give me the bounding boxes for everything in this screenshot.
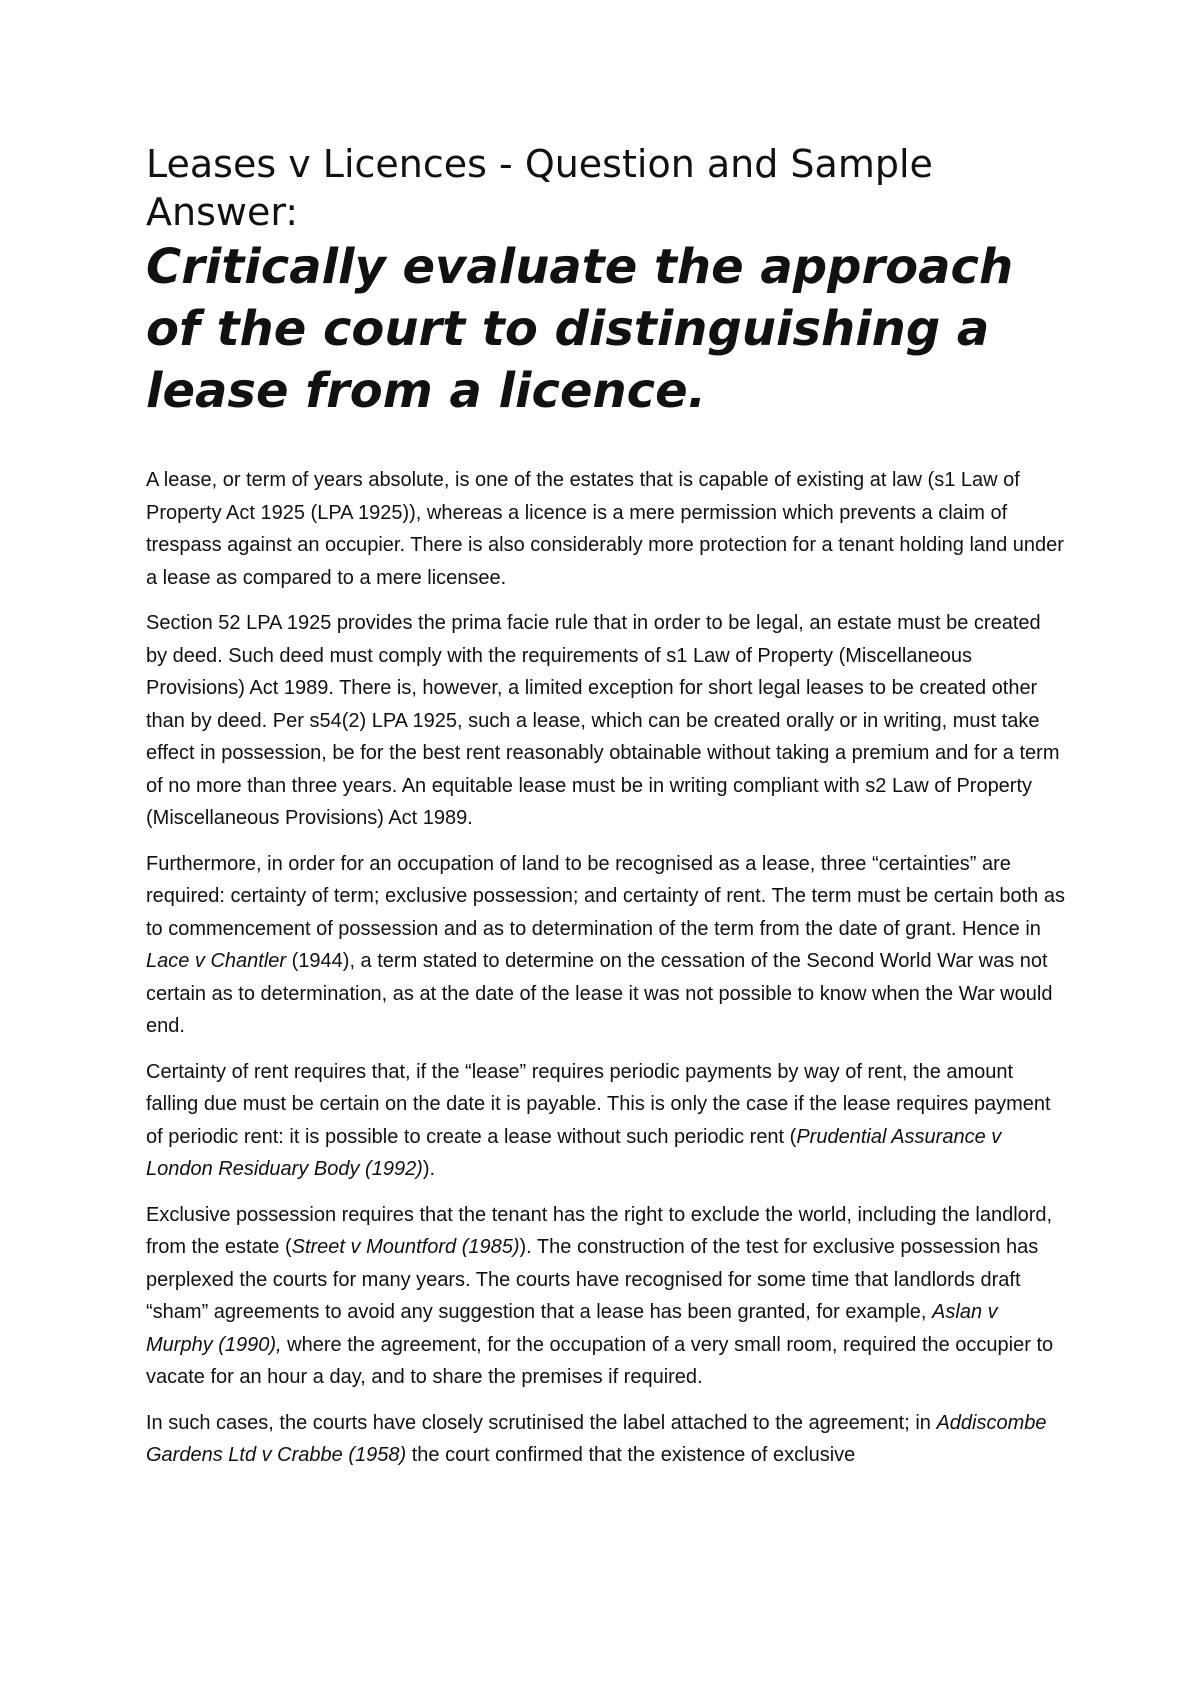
body-paragraph xyxy=(146,464,1066,594)
body-paragraph xyxy=(146,607,1066,835)
paragraph-text: ). xyxy=(422,1158,436,1180)
case-citation: Lace v Chantler xyxy=(146,950,287,972)
paragraph-text: the court confirmed that the existence of exclusive xyxy=(406,1444,856,1466)
body-paragraph xyxy=(146,1407,1066,1472)
exam-question: Critically evaluate the approach of the court to distinguishing a lease from a licence. xyxy=(146,239,1014,419)
paragraph-text: Section 52 LPA 1925 provides the prima facie rule that in order to be legal, an estate must be created by deed. Such deed must comply with the requirements of s1 Law of Property (Miscellaneous Provisions) Act 1989. There is, however, a limited exception for short legal leases to be created other than by deed. Per s54(2) LPA 1925, such a lease, which can be created orally or in writing, must take effect in possession, be for the best rent reasonably obtainable without taking a premium and for a term of no more than three years. An equitable lease must be in writing compliant with s2 Law of Property (Miscellaneous Provisions) Act 1989. xyxy=(146,612,1060,829)
document-page xyxy=(146,140,1066,1485)
paragraph-text: Exclusive possession requires that the tenant has the right to exclude the world, including the landlord, from the estate ( xyxy=(146,1203,1053,1258)
paragraph-text: Certainty of rent requires that, if the “lease” requires periodic payments by way of rent, the amount falling due must be certain on the date it is payable. This is only the case if the lease requires payment of periodic rent: it is possible to create a lease without such periodic rent ( xyxy=(146,1060,1051,1148)
document-title: Leases v Licences - Question and Sample Answer: xyxy=(146,142,933,234)
case-citation: Street v Mountford (1985) xyxy=(291,1236,520,1258)
paragraph-text: A lease, or term of years absolute, is one of the estates that is capable of existing at law (s1 Law of Property Act 1925 (LPA 1925)), whereas a licence is a mere permission which prevents a claim of trespass against an occupier. There is also considerably more protection for a tenant holding land under a lease as compared to a mere licensee. xyxy=(146,469,1064,589)
paragraph-text: ). The construction of the test for exclusive possession has perplexed the courts for many years. The courts have recognised for some time that landlords draft “sham” agreements to avoid any suggestion that a lease has been granted, for example, xyxy=(146,1236,1039,1323)
body-paragraph xyxy=(146,848,1066,1043)
paragraph-text: where the agreement, for the occupation of a very small room, required the occupier to vacate for an hour a day, and to share the premises if required. xyxy=(146,1333,1054,1388)
case-citation: Prudential Assurance v London Residuary Body (1992) xyxy=(146,1125,1002,1180)
body-paragraph xyxy=(146,1199,1066,1394)
document-body xyxy=(146,464,1066,1472)
paragraph-text: (1944), a term stated to determine on the cessation of the Second World War was not certain as to determination, as at the date of the lease it was not possible to know when the War would end. xyxy=(146,950,1053,1037)
case-citation: Addiscombe Gardens Ltd v Crabbe (1958) xyxy=(146,1411,1047,1466)
paragraph-text: Furthermore, in order for an occupation of land to be recognised as a lease, three “certainties” are required: certainty of term; exclusive possession; and certainty of rent. The term must be certain both as to commencement of possession and as to determination of the term from the date of grant. Hence in xyxy=(146,852,1065,940)
paragraph-text: In such cases, the courts have closely scrutinised the label attached to the agreement; in xyxy=(146,1411,937,1434)
body-paragraph xyxy=(146,1056,1066,1186)
case-citation: Aslan v Murphy (1990), xyxy=(146,1301,998,1356)
